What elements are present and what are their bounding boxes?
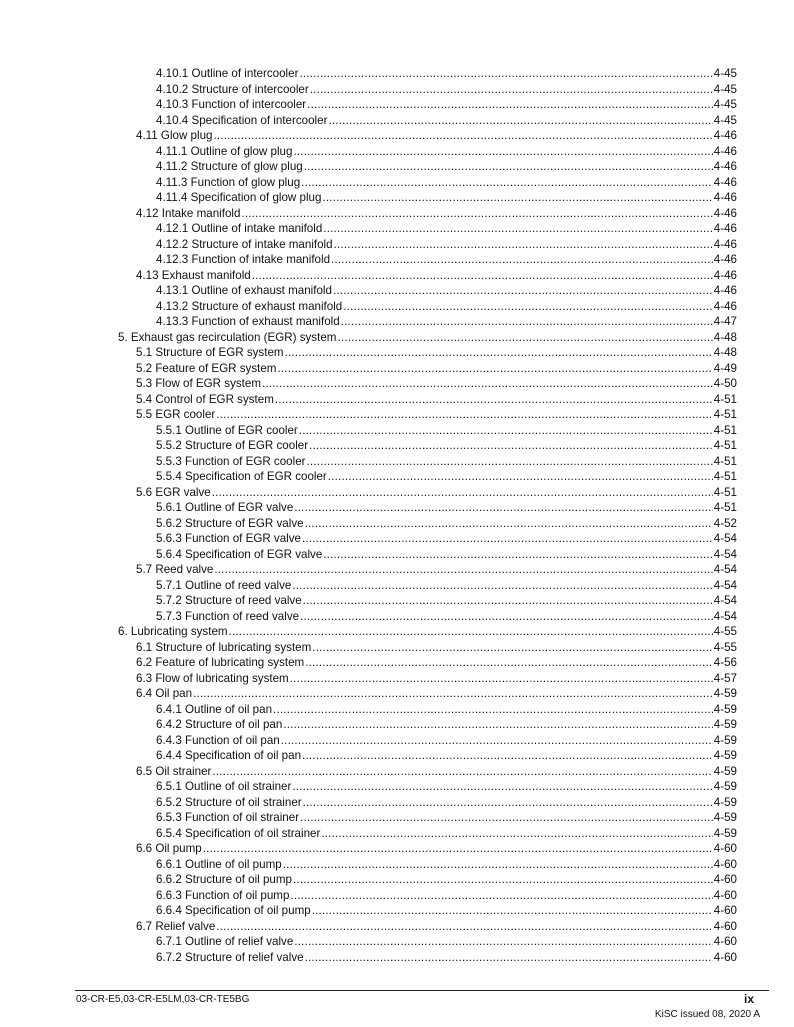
- toc-entry-page: 4-56: [713, 656, 737, 669]
- toc-entry[interactable]: [156, 237, 737, 253]
- toc-leader-dots: [213, 128, 712, 144]
- toc-entry-page: 4-59: [713, 764, 737, 778]
- toc-entry-page: 4-46: [713, 284, 737, 297]
- toc-entry[interactable]: [136, 376, 737, 392]
- toc-entry-page: 4-60: [713, 857, 737, 871]
- toc-leader-dots: [302, 531, 713, 547]
- toc-entry[interactable]: [136, 764, 737, 780]
- toc-leader-dots: [290, 671, 713, 687]
- toc-entry-page: 4-52: [713, 516, 737, 530]
- toc-entry-page: 4-50: [713, 377, 737, 390]
- toc-entry[interactable]: [136, 841, 737, 857]
- toc-leader-dots: [310, 82, 713, 98]
- toc-entry-title: 4.12 Intake manifold: [136, 206, 241, 220]
- toc-entry-page: 4-54: [713, 547, 737, 561]
- toc-leader-dots: [343, 299, 713, 315]
- toc-leader-dots: [273, 702, 713, 718]
- toc-entry-page: 4-46: [713, 129, 737, 142]
- toc-entry-page: 4-46: [713, 268, 737, 282]
- toc-leader-dots: [229, 624, 713, 640]
- toc-entry-page: 4-60: [713, 873, 737, 886]
- toc-entry-page: 4-51: [713, 501, 737, 514]
- toc-entry-page: 4-59: [713, 733, 737, 747]
- toc-leader-dots: [328, 469, 713, 485]
- toc-entry-page: 4-54: [713, 609, 737, 623]
- toc-entry[interactable]: [156, 531, 737, 547]
- toc-entry-title: 5.6.4 Specification of EGR valve: [156, 547, 323, 561]
- toc-entry[interactable]: [156, 795, 737, 811]
- toc-entry[interactable]: [136, 206, 737, 222]
- toc-entry[interactable]: [156, 252, 737, 268]
- toc-entry-page: 4-54: [713, 578, 737, 592]
- toc-leader-dots: [299, 423, 713, 439]
- toc-entry-title: 6.1 Structure of lubricating system: [136, 640, 312, 654]
- toc-entry-title: 4.13.1 Outline of exhaust manifold: [156, 284, 332, 297]
- footer-issue-note: KiSC issued 08, 2020 A: [654, 1009, 760, 1020]
- toc-entry-title: 6.6.2 Structure of oil pump: [156, 873, 292, 886]
- toc-entry[interactable]: [156, 423, 737, 439]
- toc-entry-title: 6.5 Oil strainer: [136, 764, 212, 778]
- toc-entry[interactable]: [156, 826, 737, 842]
- toc-entry[interactable]: [156, 454, 737, 470]
- toc-entry-title: 4.10.4 Specification of intercooler: [156, 113, 328, 127]
- footer-divider: [75, 990, 769, 991]
- toc-entry-title: 6.4.2 Structure of oil pan: [156, 718, 283, 731]
- toc-entry-title: 4.10.1 Outline of intercooler: [156, 67, 299, 80]
- toc-entry[interactable]: [136, 392, 737, 408]
- toc-entry-page: 4-59: [713, 795, 737, 809]
- toc-entry-page: 4-51: [713, 454, 737, 468]
- toc-leader-dots: [262, 376, 713, 392]
- toc-entry-title: 6.5.4 Specification of oil strainer: [156, 826, 321, 840]
- toc-entry[interactable]: [156, 950, 737, 966]
- toc-entry-title: 5.6.2 Structure of EGR valve: [156, 516, 304, 530]
- toc-entry-page: 4-57: [713, 671, 737, 685]
- toc-leader-dots: [305, 516, 713, 532]
- toc-entry[interactable]: [118, 624, 737, 640]
- toc-entry[interactable]: [136, 671, 737, 687]
- toc-leader-dots: [341, 314, 713, 330]
- toc-entry[interactable]: [156, 469, 737, 485]
- toc-entry-page: 4-60: [713, 950, 737, 964]
- toc-leader-dots: [302, 748, 713, 764]
- toc-entry[interactable]: [156, 748, 737, 764]
- toc-entry[interactable]: [156, 66, 737, 82]
- toc-entry-title: 5.1 Structure of EGR system: [136, 346, 284, 359]
- toc-leader-dots: [323, 547, 713, 563]
- toc-leader-dots: [292, 779, 712, 795]
- toc-entry-page: 4-60: [713, 842, 737, 855]
- toc-leader-dots: [300, 609, 713, 625]
- toc-entry-page: 4-46: [713, 237, 737, 251]
- toc-entry-page: 4-46: [713, 175, 737, 189]
- toc-entry-page: 4-60: [713, 904, 737, 917]
- toc-entry-page: 4-46: [713, 222, 737, 235]
- toc-entry-title: 4.13 Exhaust manifold: [136, 268, 251, 282]
- toc-entry-page: 4-45: [713, 98, 737, 111]
- toc-entry[interactable]: [156, 314, 737, 330]
- toc-entry-title: 4.11.3 Function of glow plug: [156, 175, 301, 189]
- toc-entry-page: 4-46: [713, 144, 737, 158]
- toc-leader-dots: [331, 252, 713, 268]
- toc-leader-dots: [337, 330, 712, 346]
- toc-leader-dots: [299, 66, 712, 82]
- toc-entry-page: 4-54: [713, 563, 737, 576]
- toc-entry-title: 4.10.3 Function of intercooler: [156, 98, 307, 111]
- toc-entry-page: 4-46: [713, 299, 737, 313]
- toc-leader-dots: [216, 919, 713, 935]
- toc-entry-title: 6.6.4 Specification of oil pump: [156, 904, 311, 917]
- toc-entry-title: 4.12.1 Outline of intake manifold: [156, 222, 323, 235]
- toc-entry[interactable]: [156, 175, 737, 191]
- toc-entry-page: 4-51: [713, 392, 737, 406]
- toc-entry[interactable]: [156, 113, 737, 129]
- toc-entry[interactable]: [136, 919, 737, 935]
- toc-leader-dots: [334, 237, 713, 253]
- toc-leader-dots: [290, 888, 712, 904]
- toc-entry-title: 4.13.3 Function of exhaust manifold: [156, 315, 340, 328]
- footer-page-number: ix: [743, 992, 754, 1006]
- toc-leader-dots: [312, 903, 713, 919]
- toc-entry-title: 4.13.2 Structure of exhaust manifold: [156, 299, 343, 313]
- toc-entry-page: 4-60: [713, 888, 737, 902]
- toc-entry[interactable]: [156, 857, 737, 873]
- toc-leader-dots: [307, 454, 713, 470]
- toc-entry[interactable]: [156, 221, 737, 237]
- toc-entry-page: 4-55: [713, 625, 737, 638]
- toc-entry[interactable]: [136, 655, 737, 671]
- toc-entry-title: 6.7.2 Structure of relief valve: [156, 950, 304, 964]
- toc-entry[interactable]: [156, 144, 737, 160]
- toc-entry-title: 5.2 Feature of EGR system: [136, 361, 277, 375]
- toc-entry-title: 6.5.3 Function of oil strainer: [156, 811, 300, 824]
- toc-entry[interactable]: [136, 407, 737, 423]
- toc-leader-dots: [309, 438, 713, 454]
- toc-entry-title: 6.4 Oil pan: [136, 687, 193, 700]
- toc-entry[interactable]: [156, 283, 737, 299]
- toc-leader-dots: [216, 407, 713, 423]
- toc-leader-dots: [307, 97, 713, 113]
- toc-entry-page: 4-46: [713, 206, 737, 220]
- toc-entry-title: 6.7.1 Outline of relief valve: [156, 935, 294, 948]
- toc-entry-page: 4-60: [713, 935, 737, 948]
- toc-leader-dots: [305, 655, 713, 671]
- toc-leader-dots: [300, 810, 713, 826]
- toc-entry-title: 6.6.3 Function of oil pump: [156, 888, 290, 902]
- toc-leader-dots: [212, 764, 712, 780]
- toc-leader-dots: [281, 733, 713, 749]
- toc-leader-dots: [322, 190, 712, 206]
- toc-entry-title: 5.6.3 Function of EGR valve: [156, 532, 301, 545]
- toc-entry-page: 4-54: [713, 594, 737, 607]
- toc-entry-title: 4.11.4 Specification of glow plug: [156, 191, 322, 204]
- toc-entry-title: 5.7.3 Function of reed valve: [156, 609, 300, 623]
- toc-leader-dots: [275, 392, 713, 408]
- toc-entry-title: 5.5.2 Structure of EGR cooler: [156, 439, 309, 452]
- toc-entry-page: 4-46: [713, 191, 737, 204]
- toc-entry-page: 4-59: [713, 687, 737, 700]
- toc-leader-dots: [294, 934, 713, 950]
- toc-leader-dots: [312, 640, 713, 656]
- toc-entry[interactable]: [156, 97, 737, 113]
- toc-leader-dots: [277, 361, 712, 377]
- toc-entry[interactable]: [156, 934, 737, 950]
- toc-entry-page: 4-46: [713, 253, 737, 266]
- toc-entry-title: 6.5.1 Outline of oil strainer: [156, 780, 292, 793]
- toc-entry-title: 5.7.1 Outline of reed valve: [156, 578, 292, 592]
- toc-entry[interactable]: [136, 345, 737, 361]
- toc-entry-title: 4.11.2 Structure of glow plug: [156, 160, 303, 173]
- toc-entry-title: 6.4.3 Function of oil pan: [156, 733, 280, 747]
- toc-leader-dots: [203, 841, 713, 857]
- toc-leader-dots: [285, 345, 713, 361]
- toc-entry-page: 4-49: [713, 361, 737, 375]
- toc-entry-page: 4-45: [713, 113, 737, 127]
- toc-entry[interactable]: [156, 779, 737, 795]
- toc-entry-page: 4-48: [713, 330, 737, 344]
- toc-entry[interactable]: [156, 547, 737, 563]
- toc-entry[interactable]: [156, 717, 737, 733]
- toc-entry[interactable]: [136, 128, 737, 144]
- toc-entry-title: 5.4 Control of EGR system: [136, 392, 274, 406]
- toc-entry-page: 4-59: [713, 718, 737, 731]
- toc-entry-title: 6.2 Feature of lubricating system: [136, 656, 305, 669]
- toc-entry-title: 5.6.1 Outline of EGR valve: [156, 501, 294, 514]
- toc-entry-title: 4.10.2 Structure of intercooler: [156, 82, 309, 96]
- toc-leader-dots: [293, 872, 713, 888]
- toc-entry-title: 6.6 Oil pump: [136, 842, 202, 855]
- toc-entry[interactable]: [156, 190, 737, 206]
- toc-entry-page: 4-59: [713, 780, 737, 793]
- toc-entry[interactable]: [156, 159, 737, 175]
- toc-leader-dots: [241, 206, 712, 222]
- toc-entry[interactable]: [118, 330, 737, 346]
- toc-entry[interactable]: [136, 268, 737, 284]
- toc-entry-page: 4-51: [713, 408, 737, 421]
- toc-leader-dots: [303, 593, 713, 609]
- toc-leader-dots: [328, 113, 712, 129]
- toc-entry-title: 4.11 Glow plug: [136, 129, 213, 142]
- toc-leader-dots: [333, 283, 713, 299]
- toc-entry[interactable]: [156, 500, 737, 516]
- toc-entry[interactable]: [156, 609, 737, 625]
- toc-entry-page: 4-48: [713, 346, 737, 359]
- toc-entry-page: 4-51: [713, 439, 737, 452]
- toc-entry[interactable]: [156, 516, 737, 532]
- toc-leader-dots: [304, 159, 713, 175]
- toc-entry[interactable]: [156, 82, 737, 98]
- toc-entry-page: 4-51: [713, 423, 737, 437]
- toc-leader-dots: [294, 500, 713, 516]
- toc-entry-title: 5.5 EGR cooler: [136, 408, 216, 421]
- toc-entry-page: 4-47: [713, 315, 737, 328]
- toc-entry[interactable]: [156, 593, 737, 609]
- toc-entry-title: 5.5.3 Function of EGR cooler: [156, 454, 306, 468]
- toc-entry-title: 5.7.2 Structure of reed valve: [156, 594, 302, 607]
- toc-entry[interactable]: [136, 361, 737, 377]
- toc-entry-title: 6.3 Flow of lubricating system: [136, 671, 289, 685]
- toc-leader-dots: [303, 795, 713, 811]
- toc-leader-dots: [252, 268, 713, 284]
- toc-entry-title: 6.7 Relief valve: [136, 919, 216, 933]
- toc-entry[interactable]: [136, 485, 737, 501]
- toc-leader-dots: [292, 578, 712, 594]
- toc-entry-page: 4-54: [713, 532, 737, 545]
- toc-leader-dots: [293, 144, 712, 160]
- toc-entry-page: 4-45: [713, 82, 737, 96]
- toc-entry-title: 5.7 Reed valve: [136, 563, 214, 576]
- toc-entry[interactable]: [156, 578, 737, 594]
- toc-entry-page: 4-59: [713, 702, 737, 716]
- toc-entry-page: 4-59: [713, 811, 737, 824]
- toc-leader-dots: [301, 175, 713, 191]
- toc-entry-page: 4-51: [713, 485, 737, 499]
- toc-entry-title: 5.3 Flow of EGR system: [136, 377, 261, 390]
- toc-entry[interactable]: [156, 733, 737, 749]
- toc-leader-dots: [283, 717, 712, 733]
- toc-entry-title: 6.4.1 Outline of oil pan: [156, 702, 273, 716]
- toc-entry-title: 5.5.4 Specification of EGR cooler: [156, 470, 327, 483]
- toc-entry-title: 6.5.2 Structure of oil strainer: [156, 795, 302, 809]
- toc-entry[interactable]: [156, 888, 737, 904]
- toc-leader-dots: [321, 826, 712, 842]
- toc-entry-title: 4.12.3 Function of intake manifold: [156, 253, 331, 266]
- toc-entry[interactable]: [156, 810, 737, 826]
- toc-entry[interactable]: [156, 299, 737, 315]
- toc-entry-page: 4-55: [713, 640, 737, 654]
- table-of-contents: [0, 66, 794, 965]
- toc-entry-title: 6.4.4 Specification of oil pan: [156, 749, 302, 762]
- toc-entry-page: 4-59: [713, 826, 737, 840]
- toc-leader-dots: [193, 686, 713, 702]
- toc-entry-page: 4-60: [713, 919, 737, 933]
- toc-entry[interactable]: [156, 438, 737, 454]
- toc-leader-dots: [305, 950, 713, 966]
- toc-entry-page: 4-59: [713, 749, 737, 762]
- toc-entry[interactable]: [156, 872, 737, 888]
- toc-entry-page: 4-46: [713, 160, 737, 173]
- toc-leader-dots: [283, 857, 713, 873]
- toc-entry[interactable]: [136, 562, 737, 578]
- toc-entry[interactable]: [156, 903, 737, 919]
- toc-entry-title: 4.12.2 Structure of intake manifold: [156, 237, 333, 251]
- toc-entry-title: 5.6 EGR valve: [136, 485, 211, 499]
- toc-entry-title: 6. Lubricating system: [118, 625, 228, 638]
- toc-leader-dots: [212, 485, 713, 501]
- toc-leader-dots: [323, 221, 713, 237]
- toc-entry-title: 5.5.1 Outline of EGR cooler: [156, 423, 298, 437]
- toc-entry-page: 4-51: [713, 470, 737, 483]
- toc-entry[interactable]: [136, 686, 737, 702]
- toc-entry-page: 4-45: [713, 67, 737, 80]
- footer-doc-codes: 03-CR-E5,03-CR-E5LM,03-CR-TE5BG: [76, 994, 250, 1005]
- toc-entry-title: 6.6.1 Outline of oil pump: [156, 857, 282, 871]
- toc-entry[interactable]: [156, 702, 737, 718]
- toc-leader-dots: [214, 562, 712, 578]
- toc-entry-title: 5. Exhaust gas recirculation (EGR) system: [118, 330, 337, 344]
- toc-entry[interactable]: [136, 640, 737, 656]
- toc-entry-title: 4.11.1 Outline of glow plug: [156, 144, 293, 158]
